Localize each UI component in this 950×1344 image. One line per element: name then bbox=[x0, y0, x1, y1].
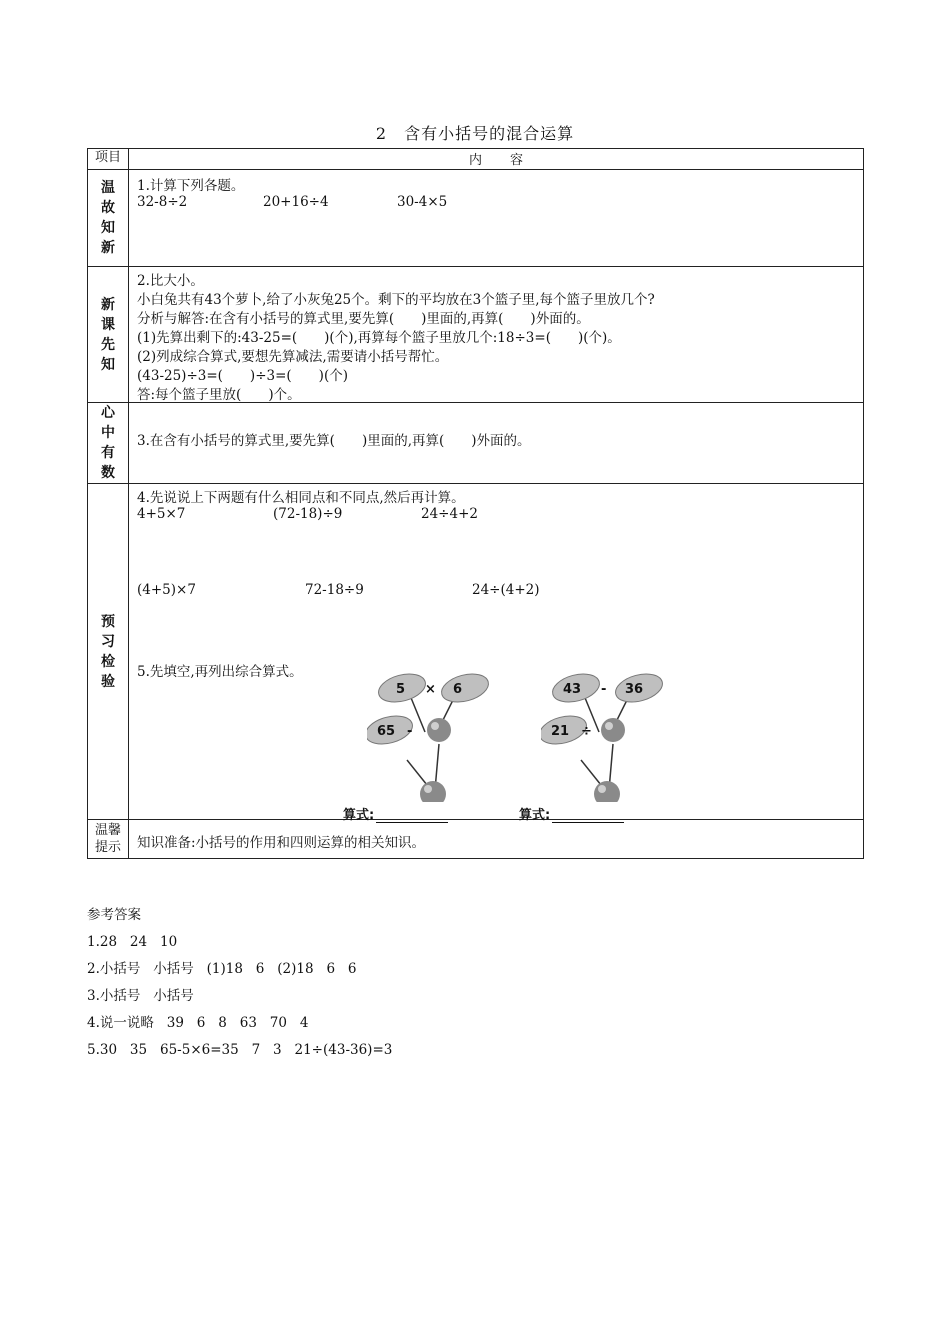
step-1: (1)先算出剩下的:43-25=( )(个),再算每个篮子里放几个:18÷3=( )(个)。 bbox=[137, 330, 621, 346]
section-mind bbox=[88, 403, 864, 484]
tree1-left-number: 5 bbox=[396, 682, 406, 697]
analysis-text: 分析与解答:在含有小括号的算式里,要先算( )里面的,再算( )外面的。 bbox=[137, 311, 590, 327]
answer-heading: 参考答案 bbox=[87, 907, 141, 923]
section-label-check: 预习检验 bbox=[101, 613, 115, 690]
expr-1b: 20+16÷4 bbox=[263, 194, 329, 210]
expr-1c: 30-4×5 bbox=[397, 194, 448, 210]
question-4: 4.先说说上下两题有什么相同点和不同点,然后再计算。 bbox=[137, 490, 465, 506]
section-label-mind: 心中有数 bbox=[101, 405, 115, 481]
section-label-tip: 温馨提示 bbox=[94, 823, 121, 855]
answer-line-5: 5.30 35 65-5×6=35 7 3 21÷(43-36)=3 bbox=[87, 1042, 393, 1058]
section-tip bbox=[88, 820, 864, 859]
tree1-right-number: 6 bbox=[453, 682, 463, 697]
problem-text: 小白兔共有43个萝卜,给了小灰兔25个。剩下的平均放在3个篮子里,每个篮子里放几个? bbox=[137, 292, 655, 308]
header-content: 内容 bbox=[129, 149, 864, 170]
tree2-side-operator: ÷ bbox=[581, 724, 592, 739]
tree2-side-number: 21 bbox=[551, 724, 570, 739]
apple-icon bbox=[594, 781, 620, 802]
header-item: 项目 bbox=[88, 149, 129, 170]
expr-4e: 72-18÷9 bbox=[305, 582, 364, 598]
apple-icon bbox=[601, 718, 625, 742]
formula-1-label: 算式: bbox=[343, 808, 375, 823]
tree1-side-number: 65 bbox=[377, 724, 396, 739]
tree-diagram-2 bbox=[541, 672, 671, 802]
tree1-top-operator: × bbox=[425, 682, 436, 697]
expr-4b: (72-18)÷9 bbox=[273, 506, 343, 522]
tree2-left-number: 43 bbox=[563, 682, 582, 697]
expr-4a: 4+5×7 bbox=[137, 506, 186, 522]
section-label-review: 温故知新 bbox=[101, 180, 115, 256]
table-header-row bbox=[88, 149, 864, 170]
question-3: 3.在含有小括号的算式里,要先算( )里面的,再算( )外面的。 bbox=[137, 433, 531, 449]
section-review bbox=[88, 170, 864, 267]
worksheet-table bbox=[87, 148, 864, 859]
tree1-side-operator: - bbox=[407, 724, 413, 739]
step-2: (2)列成综合算式,要想先算减法,需要请小括号帮忙。 bbox=[137, 349, 449, 365]
leaf-icon bbox=[438, 672, 491, 707]
answer-line-1: 1.28 24 10 bbox=[87, 934, 178, 950]
answer-line: 答:每个篮子里放( )个。 bbox=[137, 387, 301, 403]
expr-4d: (4+5)×7 bbox=[137, 582, 196, 598]
answer-line-2: 2.小括号 小括号 (1)18 6 (2)18 6 6 bbox=[87, 961, 357, 977]
question-1: 1.计算下列各题。 bbox=[137, 178, 245, 194]
tree2-right-number: 36 bbox=[625, 682, 644, 697]
expr-4c: 24÷4+2 bbox=[421, 506, 478, 522]
answer-line-4: 4.说一说略 39 6 8 63 70 4 bbox=[87, 1015, 309, 1031]
question-5: 5.先填空,再列出综合算式。 bbox=[137, 664, 303, 680]
section-newlesson bbox=[88, 267, 864, 403]
section-label-newlesson: 新课先知 bbox=[101, 296, 115, 373]
apple-icon bbox=[427, 718, 451, 742]
page-title: 2 含有小括号的混合运算 bbox=[375, 124, 575, 143]
expr-1a: 32-8÷2 bbox=[137, 194, 188, 210]
tree2-top-operator: - bbox=[601, 682, 607, 697]
section-check bbox=[88, 484, 864, 820]
question-2: 2.比大小。 bbox=[137, 273, 204, 289]
formula-2-label: 算式: bbox=[519, 808, 551, 823]
tree-diagram-1 bbox=[367, 672, 497, 802]
tip-text: 知识准备:小括号的作用和四则运算的相关知识。 bbox=[137, 835, 426, 851]
apple-icon bbox=[420, 781, 446, 802]
combined-expr: (43-25)÷3=( )÷3=( )(个) bbox=[137, 368, 348, 384]
expr-4f: 24÷(4+2) bbox=[472, 582, 540, 598]
answer-line-3: 3.小括号 小括号 bbox=[87, 988, 194, 1004]
answer-key bbox=[87, 902, 392, 1064]
